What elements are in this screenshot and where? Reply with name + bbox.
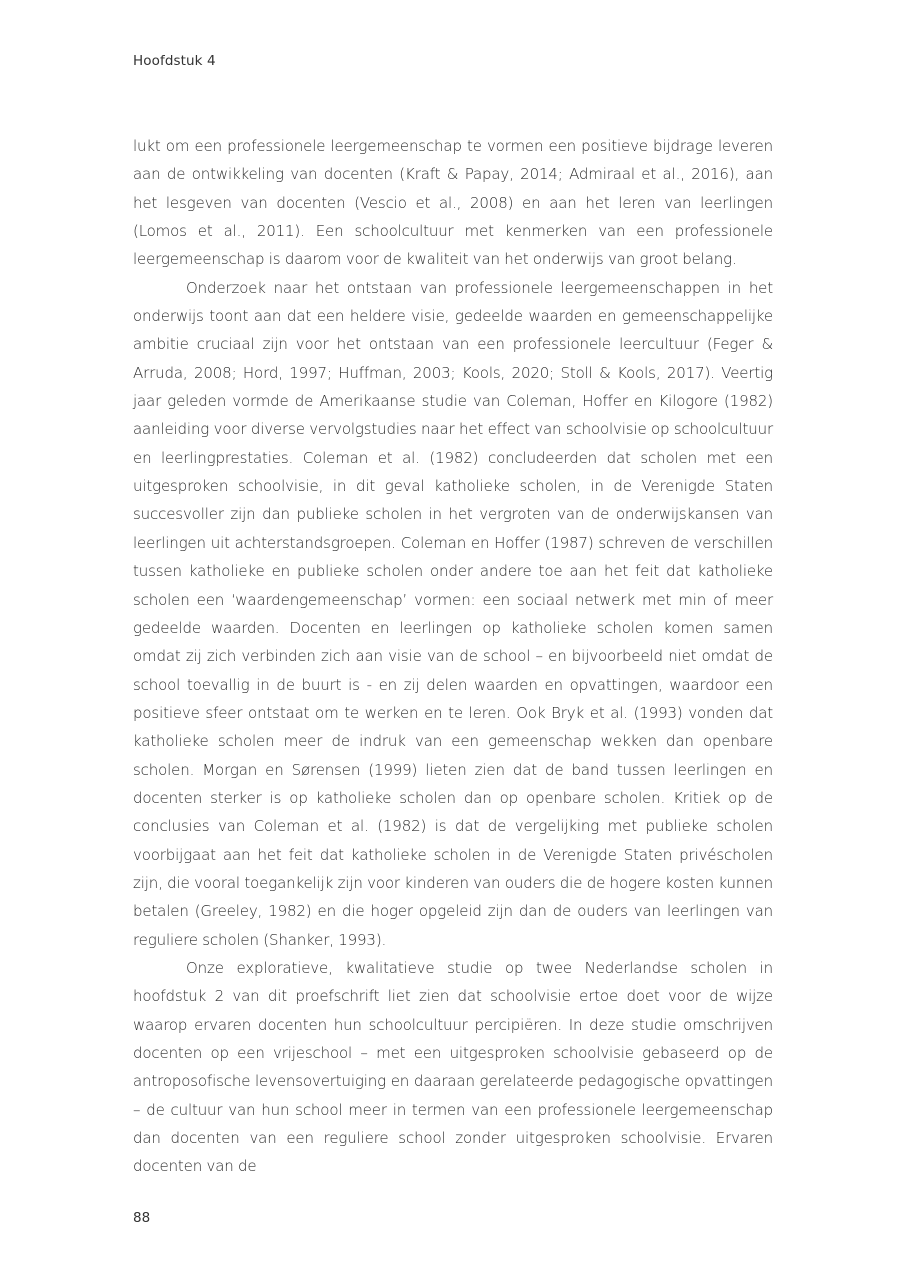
running-header: Hoofdstuk 4 bbox=[133, 53, 216, 69]
paragraph-professional-learning-communities: Onderzoek naar het ontstaan van professionele leergemeenschappen in het onderwijs toont aan dat een heldere visie, gedeelde waarden en gemeenschappelijke ambitie cruciaal zijn voor het ontstaan van een professionele leercultuur (Feger & Arruda, 2008; Hord, 1997; Huffman, 2003; Kools, 2020; Stoll & Kools, 2017). Veertig jaar geleden vormde de Amerikaanse studie van Coleman, Hoffer en Kilogore (1982) aanleiding voor diverse vervolgstudies naar het effect van schoolvisie op schoolcultuur en leerlingprestaties. Coleman et al. (1982) concludeerden dat scholen met een uitgesproken schoolvisie, in dit geval katholieke scholen, in de Verenigde Staten succesvoller zijn dan publieke scholen in het vergroten van de onderwijskansen van leerlingen uit achterstandsgroepen. Coleman en Hoffer (1987) schreven de verschillen tussen katholieke en publieke scholen onder andere toe aan het feit dat katholieke scholen een ‘waardengemeenschap’ vormen: een sociaal netwerk met min of meer gedeelde waarden. Docenten en leerlingen op katholieke scholen komen samen omdat zij zich verbinden zich aan visie van de school – en bijvoorbeeld niet omdat de school toevallig in de buurt is - en zij delen waarden en opvattingen, waardoor een positieve sfeer ontstaat om te werken en te leren. Ook Bryk et al. (1993) vonden dat katholieke scholen meer de indruk van een gemeenschap wekken dan openbare scholen. Morgan en Sørensen (1999) lieten zien dat de band tussen leerlingen en docenten sterker is op katholieke scholen dan op openbare scholen. Kritiek op de conclusies van Coleman et al. (1982) is dat de vergelijking met publieke scholen voorbijgaat aan het feit dat katholieke scholen in de Verenigde Staten privéscholen zijn, die vooral toegankelijk zijn voor kinderen van ouders die de hogere kosten kunnen betalen (Greeley, 1982) en die hoger opgeleid zijn dan de ouders van leerlingen van reguliere scholen (Shanker, 1993). bbox=[133, 278, 773, 949]
page-number: 88 bbox=[133, 1210, 151, 1226]
paragraph-continuation: lukt om een professionele leergemeenschap te vormen een positieve bijdrage leveren aan de ontwikkeling van docenten (Kraft & Papay, 2014; Admiraal et al., 2016), aan het lesgeven van docenten (Vescio et al., 2008) en aan het leren van leerlingen (Lomos et al., 2011). Een schoolcultuur met kenmerken van een professionele leergemeenschap is daarom voor de kwaliteit van het onderwijs van groot belang. bbox=[133, 137, 773, 269]
body-text bbox=[133, 132, 773, 1181]
paragraph-exploratory-study: Onze exploratieve, kwalitatieve studie op twee Nederlandse scholen in hoofdstuk 2 van dit proefschrift liet zien dat schoolvisie ertoe doet voor de wijze waarop ervaren docenten hun schoolcultuur percipiëren. In deze studie omschrijven docenten op een vrijeschool – met een uitgesproken schoolvisie gebaseerd op de antroposofische levensovertuiging en daaraan gerelateerde pedagogische opvattingen – de cultuur van hun school meer in termen van een professionele leergemeenschap dan docenten van een reguliere school zonder uitgesproken schoolvisie. Ervaren docenten van de bbox=[133, 958, 773, 1176]
